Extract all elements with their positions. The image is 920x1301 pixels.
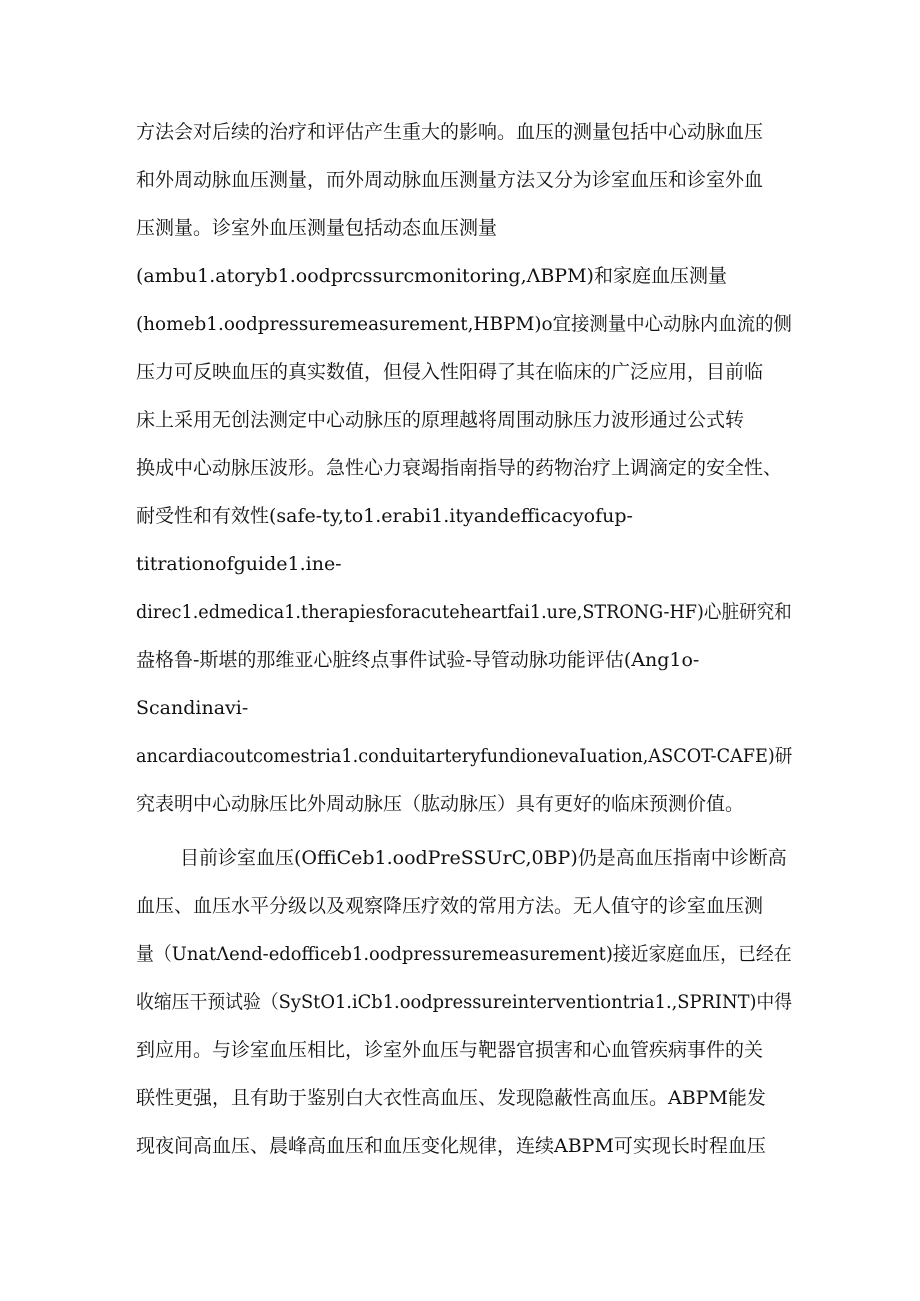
- paragraph-1-line-2: 和外周动脉血压测量，而外周动脉血压测量方法又分为诊室血压和诊室外血: [136, 169, 764, 191]
- paragraph-1-line-6: 压力可反映血压的真实数值，但侵入性阳碍了其在临床的广泛应用，目前临: [136, 361, 764, 383]
- paragraph-2-line-1: 目前诊室血压(OffiCeb1.oodPreSSUrC,0BP)仍是高血压指南中诊断高: [180, 847, 787, 869]
- paragraph-2-line-6: 联性更强，且有助于鉴别白大衣性高血压、发现隐蔽性高血压。ABPM能发: [136, 1087, 766, 1109]
- paragraph-1-line-1: 方法会对后续的治疗和评估产生重大的影响。血压的测量包括中心动脉血压: [136, 121, 764, 143]
- paragraph-2-line-7: 现夜间高血压、晨峰高血压和血压变化规律，连续ABPM可实现长时程血压: [136, 1135, 766, 1157]
- paragraph-1-line-3: 压测量。诊室外血压测量包括动态血压测量: [136, 217, 498, 239]
- paragraph-2-line-2: 血压、血压水平分级以及观察降压疗效的常用方法。无人值守的诊室血压测: [136, 895, 764, 917]
- paragraph-1-line-7: 床上采用无创法测定中心动脉压的原理越将周围动脉压力波形通过公式转: [136, 409, 745, 431]
- paragraph-1-line-10: titrationofguide1.ine-: [136, 553, 342, 575]
- paragraph-1-line-8: 换成中心动脉压波形。急性心力衰竭指南指导的药物治疗上调滴定的安全性、: [136, 457, 783, 479]
- paragraph-2-line-5: 到应用。与诊室血压相比，诊室外血压与靶器官损害和心血管疾病事件的关: [136, 1039, 764, 1061]
- paragraph-2-line-4: 收缩压干预试验（SyStO1.iCb1.oodpressureinterventiontria1.,SPRINT)中得: [136, 991, 793, 1013]
- paragraph-1-line-13: Scandinavi-: [136, 697, 249, 719]
- paragraph-1-line-12: 盎格鲁-斯堪的那维亚心脏终点事件试验-导管动脉功能评估(Ang1o-: [136, 649, 700, 671]
- paragraph-2-line-3: 量（UnatΛend-edofficeb1.oodpressuremeasurement)接近家庭血压，已经在: [136, 943, 792, 965]
- paragraph-1-line-4: (ambu1.atoryb1.oodprcssurcmonitoring,ΛBPM)和家庭血压测量: [136, 265, 727, 287]
- paragraph-1-line-11: direc1.edmedica1.therapiesforacuteheartfai1.ure,STRONG-HF)心脏研究和: [136, 601, 792, 623]
- paragraph-1-line-9: 耐受性和有效性(safe-ty,to1.erabi1.ityandefficacyofup-: [136, 505, 633, 527]
- paragraph-1-line-5: (homeb1.oodpressuremeasurement,HBPM)o宜接测量中心动脉内血流的侧: [136, 313, 792, 335]
- paragraph-1-line-15: 究表明中心动脉压比外周动脉压（肱动脉压）具有更好的临床预测价值。: [136, 793, 745, 815]
- paragraph-1-line-14: ancardiacoutcomestria1.conduitarteryfundionevaIuation,ASCOT-CAFE)研: [136, 745, 793, 767]
